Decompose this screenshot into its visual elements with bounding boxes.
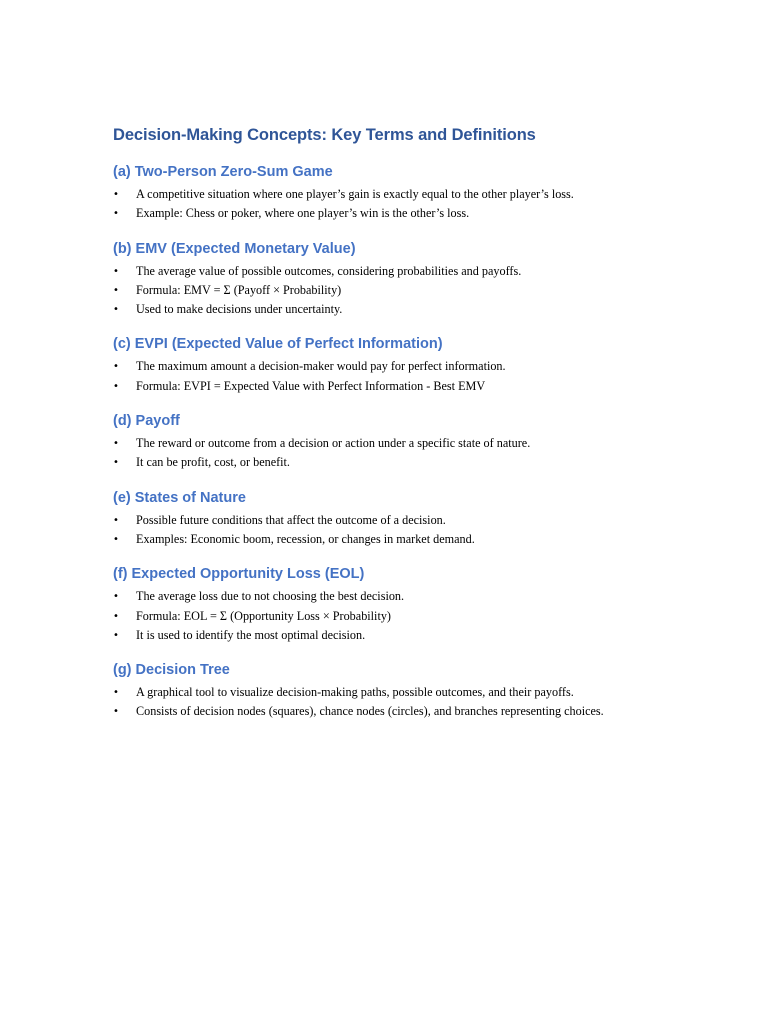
section-heading: (f) Expected Opportunity Loss (EOL) bbox=[113, 566, 365, 583]
section-spacer bbox=[113, 319, 658, 334]
list-item bbox=[113, 357, 658, 376]
bullet-icon: • bbox=[113, 533, 119, 545]
list-item-text: Possible future conditions that affect the outcome of a decision. bbox=[136, 512, 446, 527]
section bbox=[113, 162, 658, 239]
bullet-list bbox=[113, 357, 658, 396]
section bbox=[113, 660, 658, 722]
sections-container bbox=[113, 162, 658, 722]
document-title: Decision-Making Concepts: Key Terms and Definitions bbox=[113, 126, 536, 144]
list-item-text: Examples: Economic boom, recession, or changes in market demand. bbox=[136, 531, 475, 546]
list-item bbox=[113, 281, 658, 300]
list-item-text: The maximum amount a decision-maker would pay for perfect information. bbox=[136, 359, 506, 374]
list-item-text: The average value of possible outcomes, considering probabilities and payoffs. bbox=[136, 263, 522, 278]
bullet-icon: • bbox=[113, 361, 119, 373]
list-item-text: A competitive situation where one player’s gain is exactly equal to the other player’s loss. bbox=[136, 187, 574, 201]
list-item-text: The average loss due to not choosing the best decision. bbox=[136, 589, 405, 604]
bullet-icon: • bbox=[113, 208, 119, 220]
list-item bbox=[113, 702, 658, 721]
list-item bbox=[113, 434, 658, 453]
bullet-icon: • bbox=[113, 687, 119, 699]
list-item-text: Consists of decision nodes (squares), chance nodes (circles), and branches representing choices. bbox=[136, 704, 604, 719]
bullet-list bbox=[113, 262, 658, 320]
list-item bbox=[113, 587, 658, 606]
list-item bbox=[113, 626, 658, 645]
section-heading: (a) Two-Person Zero-Sum Game bbox=[113, 164, 333, 180]
document-content bbox=[113, 124, 658, 722]
section-heading: (b) EMV (Expected Monetary Value) bbox=[113, 240, 356, 257]
bullet-list bbox=[113, 511, 658, 550]
list-item bbox=[113, 204, 658, 223]
list-item bbox=[113, 683, 658, 702]
bullet-icon: • bbox=[113, 265, 119, 277]
bullet-icon: • bbox=[113, 304, 119, 316]
section-heading: (d) Payoff bbox=[113, 413, 180, 430]
list-item bbox=[113, 185, 658, 204]
bullet-icon: • bbox=[113, 706, 119, 718]
bullet-list bbox=[113, 185, 658, 224]
list-item-text: It is used to identify the most optimal decision. bbox=[136, 627, 366, 642]
section-heading: (c) EVPI (Expected Value of Perfect Information) bbox=[113, 336, 443, 353]
list-item bbox=[113, 530, 658, 549]
list-item-text: Formula: EVPI = Expected Value with Perfect Information - Best EMV bbox=[136, 378, 486, 393]
section-spacer bbox=[113, 645, 658, 660]
bullet-icon: • bbox=[113, 457, 119, 469]
bullet-icon: • bbox=[113, 284, 119, 296]
list-item-text: It can be profit, cost, or benefit. bbox=[136, 455, 290, 470]
section-heading: (g) Decision Tree bbox=[113, 662, 230, 679]
list-item-text: Formula: EMV = Σ (Payoff × Probability) bbox=[136, 282, 342, 297]
list-item bbox=[113, 607, 658, 626]
bullet-icon: • bbox=[113, 189, 119, 200]
list-item-text: A graphical tool to visualize decision-making paths, possible outcomes, and their payoffs. bbox=[136, 685, 574, 700]
list-item bbox=[113, 300, 658, 319]
bullet-icon: • bbox=[113, 380, 119, 392]
section bbox=[113, 488, 658, 565]
section-spacer bbox=[113, 224, 658, 239]
bullet-icon: • bbox=[113, 514, 119, 526]
list-item bbox=[113, 377, 658, 396]
bullet-icon: • bbox=[113, 591, 119, 603]
bullet-list bbox=[113, 683, 658, 722]
bullet-list bbox=[113, 434, 658, 473]
section bbox=[113, 334, 658, 411]
list-item-text: Example: Chess or poker, where one player’s win is the other’s loss. bbox=[136, 206, 470, 221]
section-spacer bbox=[113, 396, 658, 411]
section-heading: (e) States of Nature bbox=[113, 489, 246, 506]
list-item bbox=[113, 262, 658, 281]
section bbox=[113, 239, 658, 335]
bullet-list bbox=[113, 587, 658, 645]
list-item-text: The reward or outcome from a decision or action under a specific state of nature. bbox=[136, 436, 531, 451]
list-item-text: Formula: EOL = Σ (Opportunity Loss × Probability) bbox=[136, 608, 391, 623]
section-spacer bbox=[113, 473, 658, 488]
bullet-icon: • bbox=[113, 629, 119, 641]
bullet-icon: • bbox=[113, 438, 119, 450]
list-item bbox=[113, 453, 658, 472]
bullet-icon: • bbox=[113, 610, 119, 622]
list-item-text: Used to make decisions under uncertainty. bbox=[136, 302, 343, 317]
section bbox=[113, 564, 658, 660]
section-spacer bbox=[113, 549, 658, 564]
section bbox=[113, 411, 658, 488]
list-item bbox=[113, 511, 658, 530]
